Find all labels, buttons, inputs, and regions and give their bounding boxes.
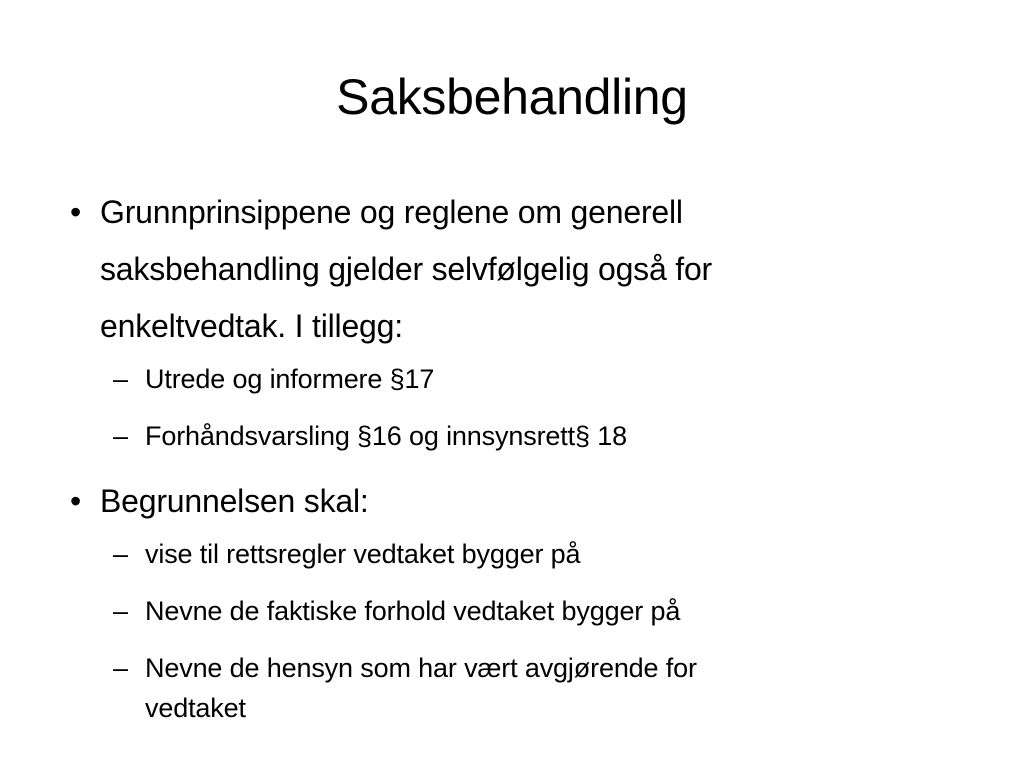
sub-bullet-item <box>58 534 958 574</box>
bullet-text-line: Grunnprinsippene og reglene om generell <box>100 194 683 230</box>
dash-marker: – <box>113 596 128 626</box>
sub-bullet-text: Nevne de hensyn som har vært avgjørende for <box>145 653 697 683</box>
sub-bullet-item <box>58 591 958 631</box>
bullet-text-line: saksbehandling gjelder selvfølgelig også for <box>100 251 713 287</box>
bullet-marker: • <box>70 483 82 519</box>
sub-bullet-item <box>58 416 958 456</box>
sub-bullet-text: vedtaket <box>145 693 246 723</box>
slide-title: Saksbehandling <box>336 69 688 125</box>
sub-bullet-text: Forhåndsvarsling §16 og innsynsrett§ 18 <box>145 421 627 451</box>
sub-bullet-text: Nevne de faktiske forhold vedtaket bygger på <box>145 596 681 626</box>
dash-marker: – <box>113 539 128 569</box>
bullet-text-line: Begrunnelsen skal: <box>100 483 369 519</box>
dash-marker: – <box>113 421 128 451</box>
dash-marker: – <box>113 364 128 394</box>
dash-marker: – <box>113 653 128 683</box>
bullet-marker: • <box>70 194 82 230</box>
slide-body <box>58 184 958 745</box>
bullet-item <box>58 473 958 530</box>
sub-bullet-item <box>58 648 958 728</box>
bullet-text-line: enkeltvedtak. I tillegg: <box>100 308 403 344</box>
bullet-item <box>58 184 958 355</box>
sub-bullet-item <box>58 359 958 399</box>
sub-bullet-text: vise til rettsregler vedtaket bygger på <box>145 539 581 569</box>
sub-bullet-text: Utrede og informere §17 <box>145 364 435 394</box>
